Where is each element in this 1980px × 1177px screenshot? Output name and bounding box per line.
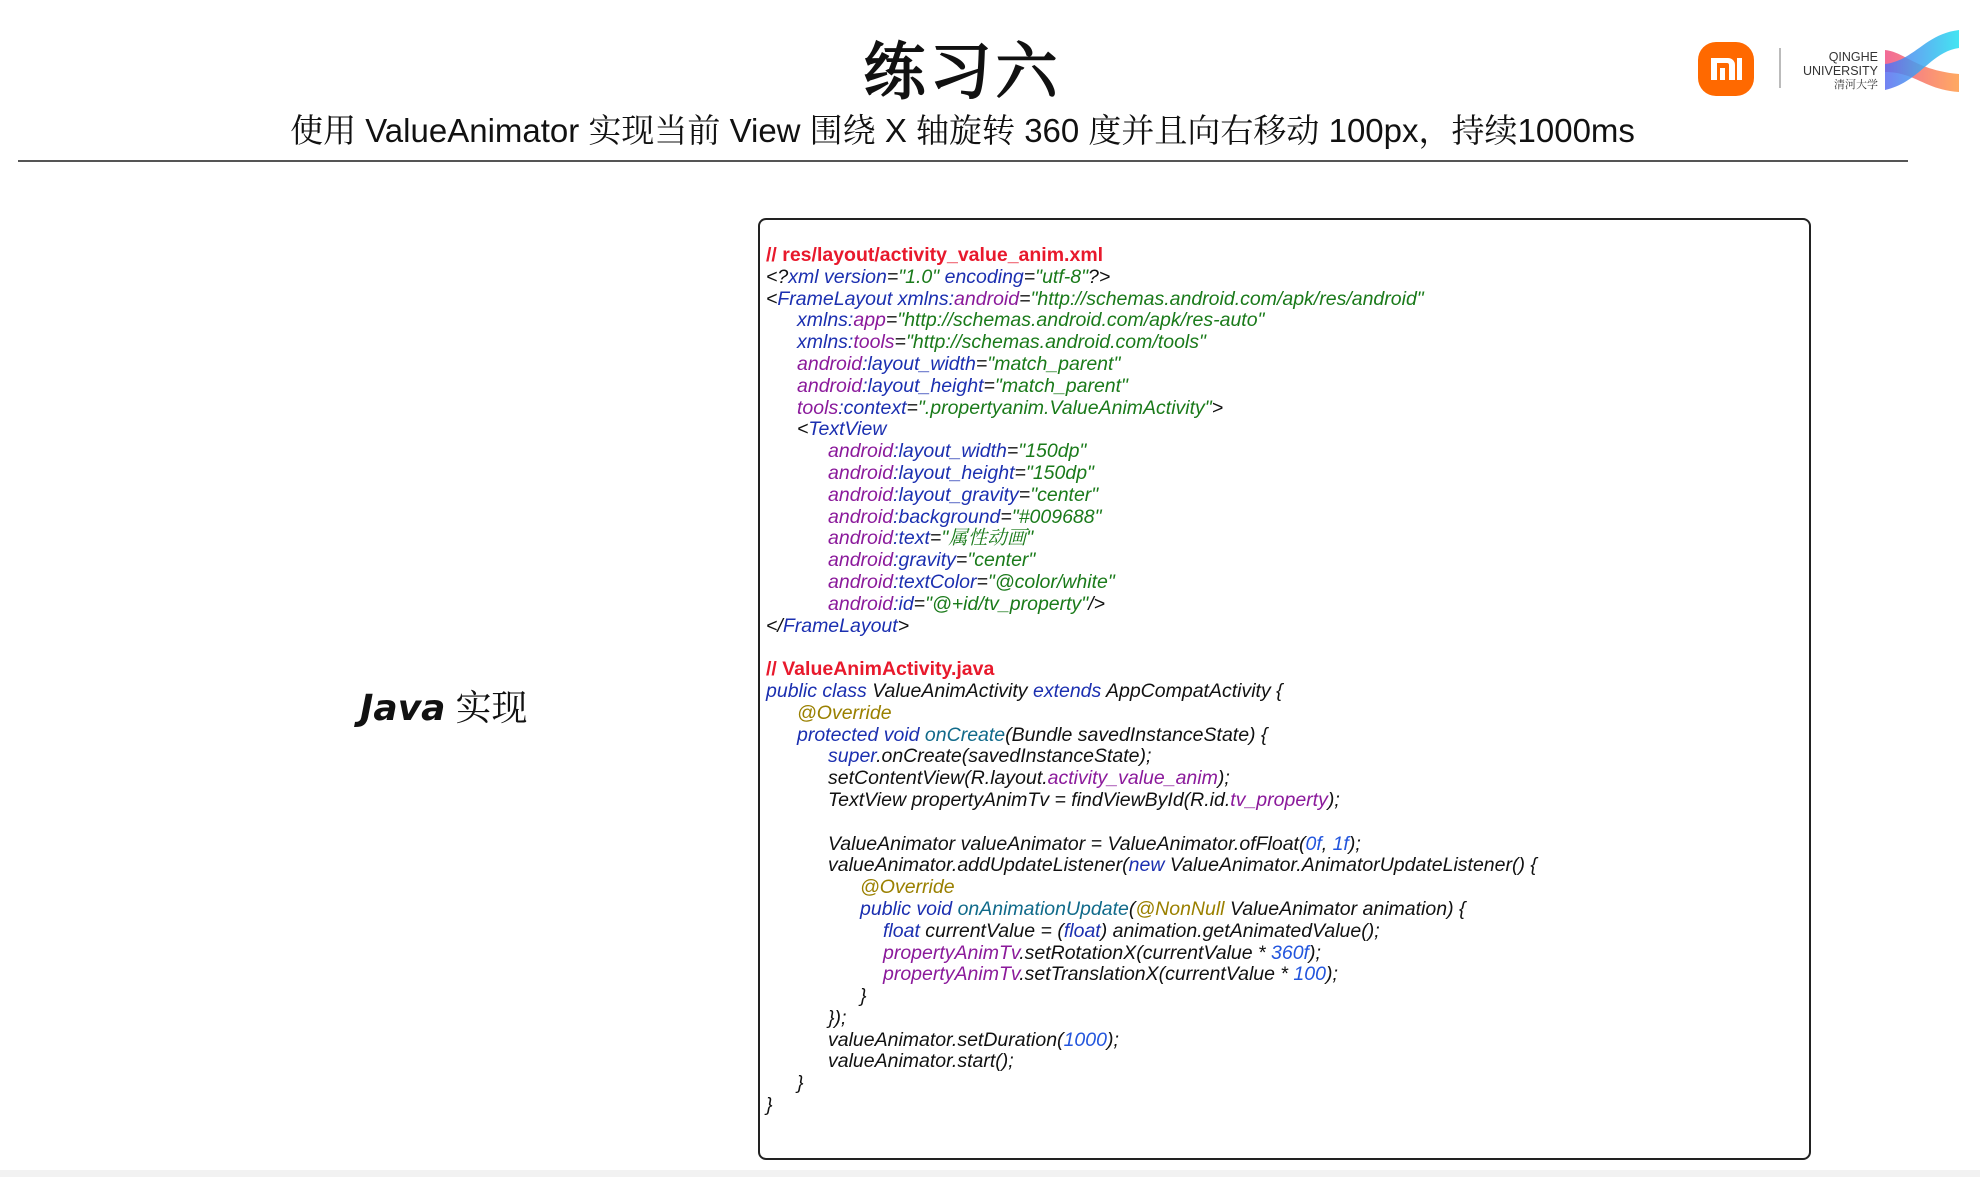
code-token: currentValue = ( bbox=[925, 919, 1064, 942]
code-line bbox=[766, 1030, 1537, 1052]
code-line bbox=[766, 376, 1537, 398]
code-token: = bbox=[983, 374, 995, 397]
code-token: = bbox=[1019, 287, 1031, 310]
code-line bbox=[766, 594, 1537, 616]
code-line bbox=[766, 681, 1537, 703]
code-token: = bbox=[885, 309, 898, 332]
code-token: ofFloat bbox=[1239, 832, 1299, 855]
code-token: tools bbox=[853, 331, 895, 354]
code-line bbox=[766, 1051, 1537, 1073]
code-line bbox=[766, 332, 1537, 354]
code-token: public class bbox=[766, 679, 873, 702]
code-token: }); bbox=[828, 1006, 847, 1029]
code-token: extends bbox=[1032, 679, 1106, 702]
code-token: = bbox=[975, 352, 988, 375]
code-token: ); bbox=[1327, 788, 1340, 811]
code-token: "match_parent" bbox=[994, 374, 1128, 397]
code-token: > bbox=[1211, 396, 1224, 419]
code-token: onAnimationUpdate bbox=[957, 897, 1129, 920]
code-line bbox=[766, 725, 1537, 747]
code-token: // res/layout/activity_value_anim.xml bbox=[766, 244, 1104, 266]
code-token: :layout_gravity bbox=[893, 483, 1019, 506]
code-token: :background bbox=[893, 505, 1001, 528]
code-token: = bbox=[955, 549, 968, 572]
code-token: } bbox=[766, 1094, 773, 1117]
code-token: ValueAnimator valueAnimator = ValueAnimator. bbox=[828, 832, 1240, 855]
code-token: setContentView(R.layout. bbox=[828, 767, 1048, 790]
code-token: propertyAnimTv bbox=[883, 941, 1020, 964]
code-token: android bbox=[828, 505, 894, 528]
code-token: xmlns: bbox=[797, 309, 854, 332]
code-token: TextView propertyAnimTv = findViewById(R.id. bbox=[828, 788, 1231, 811]
code-token: :textColor bbox=[893, 570, 977, 593]
code-line bbox=[766, 921, 1537, 943]
code-token: "http://schemas.android.com/apk/res/android" bbox=[1030, 287, 1424, 310]
code-token: :layout_height bbox=[893, 461, 1015, 484]
bottom-strip bbox=[0, 1170, 1980, 1177]
code-line bbox=[766, 310, 1537, 332]
code-listing bbox=[766, 245, 1537, 1117]
code-line bbox=[766, 1073, 1537, 1095]
code-line bbox=[766, 463, 1537, 485]
code-line bbox=[766, 267, 1537, 289]
code-token: ); bbox=[1217, 767, 1230, 790]
header-divider bbox=[18, 160, 1908, 162]
code-token: ?> bbox=[1088, 265, 1111, 288]
code-token: android bbox=[797, 374, 863, 397]
logo-text-qinghe: QINGHE bbox=[1828, 50, 1878, 64]
code-line bbox=[766, 616, 1537, 638]
code-token: "1.0" bbox=[898, 265, 940, 288]
code-line bbox=[766, 1008, 1537, 1030]
code-token: = bbox=[894, 331, 906, 354]
code-token: android bbox=[828, 570, 894, 593]
code-token: :text bbox=[893, 527, 930, 550]
code-token: } bbox=[860, 985, 867, 1008]
code-token: valueAnimator.start(); bbox=[828, 1050, 1014, 1073]
code-token: propertyAnimTv bbox=[883, 963, 1020, 986]
code-token: = bbox=[929, 527, 942, 550]
code-token: .setRotationX(currentValue * bbox=[1019, 941, 1272, 964]
code-token: android bbox=[828, 549, 894, 572]
java-implementation-label bbox=[360, 680, 527, 731]
code-line bbox=[766, 528, 1537, 550]
code-token: 0f bbox=[1305, 832, 1322, 855]
code-token: valueAnimator.addUpdateListener( bbox=[828, 854, 1129, 877]
code-token: protected void bbox=[797, 723, 925, 746]
code-token: android bbox=[828, 592, 894, 615]
code-token: valueAnimator.setDuration( bbox=[828, 1028, 1064, 1051]
slide-title: 练习六 bbox=[863, 35, 1062, 108]
code-token: android bbox=[828, 440, 894, 463]
code-line bbox=[766, 812, 1537, 834]
code-token: super bbox=[828, 745, 877, 768]
code-token: 360f bbox=[1271, 941, 1309, 964]
code-token: @NonNull bbox=[1135, 897, 1230, 920]
code-token: ); bbox=[1308, 941, 1321, 964]
code-token: = bbox=[1014, 461, 1026, 484]
code-token: ValueAnimActivity bbox=[872, 679, 1033, 702]
code-token: activity_value_anim bbox=[1047, 767, 1218, 790]
code-token: // ValueAnimActivity.java bbox=[766, 658, 995, 681]
code-token: ValueAnimator animation) { bbox=[1229, 897, 1466, 920]
code-token: = bbox=[976, 570, 988, 593]
code-token: android bbox=[828, 483, 894, 506]
code-token: :context bbox=[838, 396, 907, 419]
code-token: 100 bbox=[1293, 963, 1326, 986]
code-line bbox=[766, 245, 1537, 267]
code-token: = bbox=[1000, 505, 1012, 528]
code-token: (Bundle savedInstanceState) { bbox=[1005, 723, 1268, 746]
code-token: float bbox=[1063, 919, 1101, 942]
code-token: .onCreate(savedInstanceState); bbox=[876, 745, 1152, 768]
code-token: "150dp" bbox=[1018, 440, 1087, 463]
code-token: ( bbox=[1298, 832, 1306, 855]
code-token: new bbox=[1128, 854, 1170, 877]
code-token: ); bbox=[1106, 1028, 1119, 1051]
code-line bbox=[766, 419, 1537, 441]
code-token: 1000 bbox=[1063, 1028, 1107, 1051]
code-token: @Override bbox=[860, 876, 955, 899]
code-token: :gravity bbox=[893, 549, 956, 572]
code-token: = bbox=[886, 265, 899, 288]
code-line bbox=[766, 637, 1537, 659]
code-line bbox=[766, 768, 1537, 790]
code-token: = bbox=[1006, 440, 1019, 463]
code-token: "utf-8" bbox=[1035, 265, 1089, 288]
code-line bbox=[766, 877, 1537, 899]
code-token: "150dp" bbox=[1025, 461, 1094, 484]
code-token: public void bbox=[860, 897, 958, 920]
code-line bbox=[766, 964, 1537, 986]
code-token: "center" bbox=[1030, 483, 1099, 506]
code-token: = bbox=[906, 396, 918, 419]
code-token: float bbox=[883, 919, 926, 942]
code-token: tools bbox=[797, 396, 839, 419]
code-line bbox=[766, 1095, 1537, 1117]
code-token: , bbox=[1321, 832, 1333, 855]
code-line bbox=[766, 855, 1537, 877]
code-token: android bbox=[954, 287, 1020, 310]
code-token: FrameLayout bbox=[782, 614, 898, 637]
code-token: "#009688" bbox=[1011, 505, 1102, 528]
code-token: "http://schemas.android.com/tools" bbox=[905, 331, 1206, 354]
code-token: </ bbox=[766, 614, 783, 637]
code-line bbox=[766, 746, 1537, 768]
code-token: :layout_width bbox=[893, 440, 1007, 463]
code-token: < bbox=[797, 418, 809, 441]
code-token: xml version bbox=[788, 265, 887, 288]
logo-divider bbox=[1779, 48, 1781, 88]
code-token: /> bbox=[1088, 592, 1106, 615]
code-token: = bbox=[913, 592, 926, 615]
code-token: :layout_width bbox=[862, 352, 976, 375]
qinghe-university-logo-text bbox=[1800, 50, 1878, 92]
code-token: android bbox=[797, 352, 863, 375]
code-token: "match_parent" bbox=[987, 352, 1121, 375]
code-token: app bbox=[853, 309, 886, 332]
code-line bbox=[766, 943, 1537, 965]
code-line bbox=[766, 703, 1537, 725]
xiaomi-logo bbox=[1698, 42, 1754, 96]
code-line bbox=[766, 289, 1537, 311]
qinghe-university-logo-icon bbox=[1885, 30, 1959, 94]
code-token: tv_property bbox=[1230, 788, 1328, 811]
code-token: "@+id/tv_property" bbox=[925, 592, 1089, 615]
code-token: xmlns: bbox=[797, 331, 854, 354]
code-line bbox=[766, 485, 1537, 507]
logo-text-cn: 清河大学 bbox=[1834, 79, 1878, 91]
code-token: > bbox=[897, 614, 910, 637]
code-token: "属性动画" bbox=[941, 527, 1034, 550]
code-token: ); bbox=[1325, 963, 1338, 986]
code-token: FrameLayout bbox=[777, 287, 898, 310]
code-token: ( bbox=[1128, 897, 1136, 920]
code-line bbox=[766, 899, 1537, 921]
code-token: <? bbox=[766, 265, 789, 288]
slide-subtitle: 使用 ValueAnimator 实现当前 View 围绕 X 轴旋转 360 度并且向右移动 100px，持续1000ms bbox=[290, 112, 1635, 149]
code-line bbox=[766, 550, 1537, 572]
code-token: :layout_height bbox=[862, 374, 984, 397]
code-line bbox=[766, 659, 1537, 681]
code-token: TextView bbox=[808, 418, 887, 441]
code-token: AppCompatActivity { bbox=[1105, 679, 1283, 702]
code-token: ); bbox=[1348, 832, 1361, 855]
code-token: android bbox=[828, 461, 894, 484]
code-token: .setTranslationX(currentValue * bbox=[1019, 963, 1294, 986]
java-label: Java bbox=[360, 688, 446, 729]
code-token: ".propertyanim.ValueAnimActivity" bbox=[917, 396, 1212, 419]
code-token: < bbox=[766, 287, 778, 310]
code-token: } bbox=[797, 1072, 804, 1095]
code-line bbox=[766, 441, 1537, 463]
code-token: ) animation.getAnimatedValue(); bbox=[1100, 919, 1380, 942]
code-line bbox=[766, 986, 1537, 1008]
code-token: xmlns: bbox=[897, 287, 955, 310]
code-token: "@color/white" bbox=[987, 570, 1115, 593]
code-token: :id bbox=[893, 592, 914, 615]
code-line bbox=[766, 834, 1537, 856]
logo-text-university: UNIVERSITY bbox=[1802, 64, 1878, 78]
code-token: onCreate bbox=[924, 723, 1006, 746]
code-line bbox=[766, 398, 1537, 420]
code-token: "http://schemas.android.com/apk/res-auto" bbox=[897, 309, 1265, 332]
code-token: encoding bbox=[939, 265, 1024, 288]
code-line bbox=[766, 572, 1537, 594]
code-token: "center" bbox=[967, 549, 1036, 572]
code-line bbox=[766, 354, 1537, 376]
code-line bbox=[766, 790, 1537, 812]
code-token: = bbox=[1018, 483, 1031, 506]
code-token: = bbox=[1023, 265, 1036, 288]
code-line bbox=[766, 507, 1537, 529]
code-token: ValueAnimator.AnimatorUpdateListener() { bbox=[1169, 854, 1537, 877]
implementation-label: 实现 bbox=[445, 687, 528, 728]
code-token: @Override bbox=[797, 701, 892, 724]
code-token: 1f bbox=[1332, 832, 1349, 855]
code-token: android bbox=[828, 527, 894, 550]
